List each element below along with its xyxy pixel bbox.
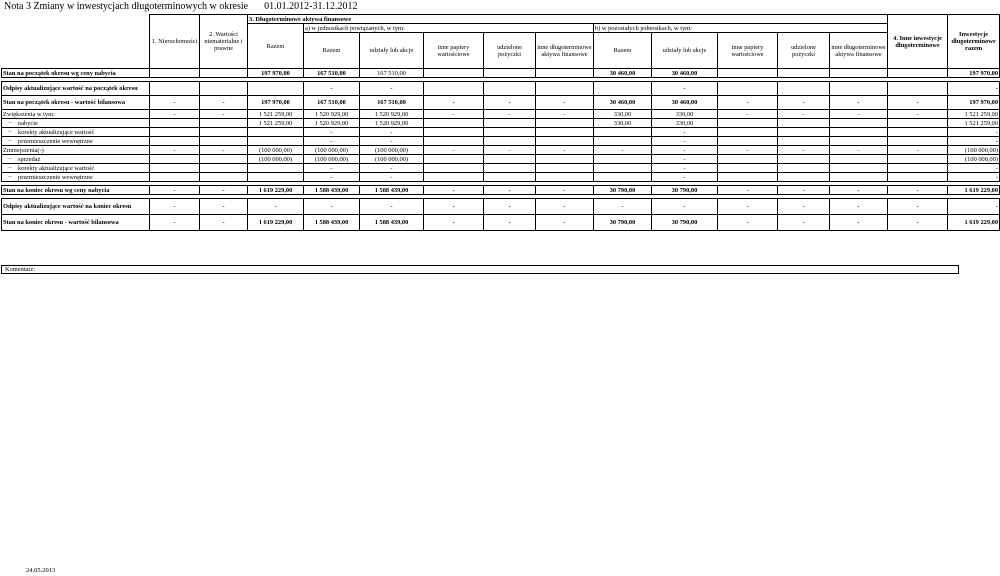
table-row: Zwiększenia w tym: - - 1 521 259,00 1 520 929,00 1 520 929,00 - - - 330,00 330,00 - - - - 1 521 259,00 <box>3 110 999 118</box>
table-row: Zmniejszenia(-) - - (100 000,00) (100 000,00) (100 000,00) - - - - - - - - - (100 000,00) <box>3 146 999 154</box>
col-b-razem: Razem <box>594 33 652 69</box>
table-row: − nabycie 1 521 259,00 1 520 929,00 1 520 929,00 330,00 330,00 1 521 259,00 <box>2 119 1000 128</box>
col-inne-inwestycje: 4. Inne inwestycje długoterminowe <box>888 15 948 69</box>
note-title-text: Nota 3 Zmiany w inwestycjach długoterminowych w okresie <box>4 1 249 12</box>
col-razem-total: Razem <box>248 24 304 69</box>
table-row: − przemieszczenie wewnętrzne - - - - <box>2 173 1000 182</box>
col-a-inne: inne długoterminowe aktywa finansowe <box>536 33 594 69</box>
table-row: Odpisy aktualizujące wartość na koniec okresu - - - - - - - - - - - - - - - <box>2 199 1000 215</box>
col-pozostale-jednostki: b) w pozostałych jednostkach, w tym: <box>594 24 888 33</box>
table-row: − przemieszczenie wewnętrzne - - - - <box>2 137 1000 146</box>
table-row: − sprzedaż (100 000,00) (100 000,00) (100 000,00) - (100 000,00) <box>2 155 1000 164</box>
col-b-pozyczki: udzielone pożyczki <box>778 33 830 69</box>
col-b-udzialy: udziały lub akcje <box>652 33 718 69</box>
col-inwestycje-razem: Inwestycje długoterminowe razem <box>948 15 1000 69</box>
col-a-razem: Razem <box>304 33 360 69</box>
table-row: Stan na początek okresu - wartość bilansowa - - 197 970,00 167 510,00 167 510,00 - - - 30 460,00 30 460,00 - - - - 197 970,00 <box>2 96 1000 110</box>
col-a-papiery: inne papiery wartościowe <box>424 33 484 69</box>
table-row: Stan na początek okresu wg ceny nabycia 197 970,00 167 510,00 167 510,00 30 460,00 30 460,00 197 970,00 <box>3 69 999 77</box>
col-a-udzialy: udziały lub akcje <box>360 33 424 69</box>
comment-label: Komentarz: <box>5 266 36 273</box>
table-row: Odpisy aktualizujące wartość na początek okresu - - - - <box>2 82 1000 96</box>
col-wartosci-niematerialne: 2. Wartości niematerialne i prawne <box>200 15 248 69</box>
table-row: − korekty aktualizujące wartość - - - - <box>2 164 1000 173</box>
col-b-inne: inne długoterminowe aktywa finansowe <box>830 33 888 69</box>
col-jednostki-powiazane: a) w jednostkach powiązanych, w tym: <box>304 24 594 33</box>
note-title <box>4 1 357 12</box>
investments-table <box>1 14 1000 231</box>
footer-date: 24.05.2013 <box>26 567 56 574</box>
col-a-pozyczki: udzielone pożyczki <box>484 33 536 69</box>
col-dlugoterminowe-aktywa: 3. Długoterminowe aktywa finansowe <box>248 15 888 24</box>
col-nieruchomosci: 1. Nieruchomości <box>150 15 200 69</box>
comment-box <box>1 265 959 274</box>
corner-cell <box>2 15 150 69</box>
table-row: Stan na koniec okresu - wartość bilansowa - - 1 619 229,00 1 588 439,00 1 588 439,00 - - - 30 790,00 30 790,00 - - - - 1 619 229,00 <box>2 215 1000 231</box>
col-b-papiery: inne papiery wartościowe <box>718 33 778 69</box>
table-row: − korekty aktualizujące wartość - - - - <box>2 128 1000 137</box>
note-period: 01.01.2012-31.12.2012 <box>264 1 358 12</box>
table-row: Stan na koniec okresu wg ceny nabycia - - 1 619 229,00 1 588 439,00 1 588 439,00 - - - 30 790,00 30 790,00 - - - - 1 619 229,00 <box>3 186 999 194</box>
